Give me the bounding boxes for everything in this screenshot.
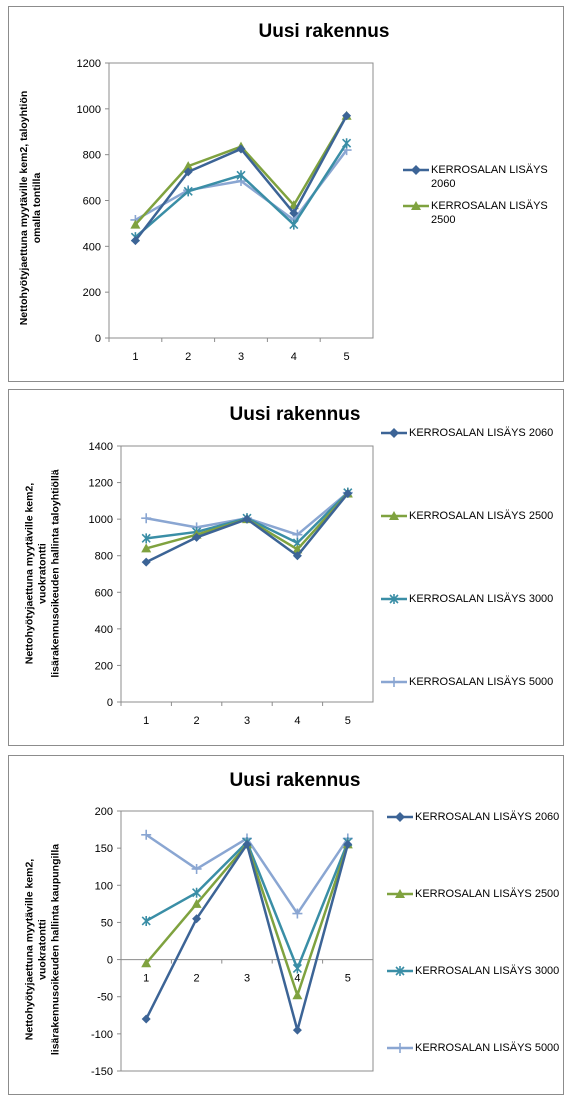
y-axis-label-3-line-1: Nettohyötyjaettuna myytäville kem2, xyxy=(23,858,36,1041)
y-tick-label-3-4: 50 xyxy=(100,917,113,930)
y-axis-label-1-line-1: Nettohyötyjaettuna myytäville kem2, taloyhtiön xyxy=(18,90,30,326)
y-tick-label-3-5: 100 xyxy=(94,880,113,893)
chart-title-3: Uusi rakennus xyxy=(229,770,361,791)
legend-item-1-1 xyxy=(401,163,549,191)
y-tick-label-3-1: -100 xyxy=(90,1028,113,1041)
legend-marker-3-2 xyxy=(385,887,415,901)
y-tick-label-2-7: 1400 xyxy=(88,441,113,453)
x-tick-label-1-2: 3 xyxy=(237,351,245,363)
y-tick-label-3-3: 0 xyxy=(106,954,113,967)
y-axis-label-2-line-2: vuokratontti xyxy=(36,543,49,604)
y-tick-label-2-0: 0 xyxy=(106,697,113,709)
legend-label-2-2: KERROSALAN LISÄYS 2500 xyxy=(409,510,554,522)
plot-area-1 xyxy=(109,63,373,338)
x-tick-label-3-3: 4 xyxy=(294,972,301,985)
legend-label-2-1: KERROSALAN LISÄYS 2060 xyxy=(409,427,554,439)
y-axis-label-3 xyxy=(24,820,63,1080)
legend-item-2-2 xyxy=(379,509,553,523)
y-axis-label-2 xyxy=(24,444,63,704)
legend-item-2-3 xyxy=(379,592,553,606)
x-tick-label-1-4: 5 xyxy=(343,351,350,363)
legend-marker-1-2 xyxy=(401,199,431,213)
y-tick-label-3-0: -150 xyxy=(90,1066,113,1078)
y-tick-label-1-6: 1200 xyxy=(76,58,101,70)
chart-legend-2 xyxy=(379,426,563,726)
legend-item-3-4 xyxy=(385,1041,559,1055)
legend-label-2-3: KERROSALAN LISÄYS 3000 xyxy=(409,593,554,605)
y-axis-label-3-line-2: vuokratontti xyxy=(36,919,49,980)
legend-label-3-4: KERROSALAN LISÄYS 5000 xyxy=(415,1042,560,1054)
y-tick-label-1-5: 1000 xyxy=(76,103,101,116)
y-tick-label-1-0: 0 xyxy=(94,333,101,345)
chart-legend-1 xyxy=(401,163,561,243)
legend-marker-3-4 xyxy=(385,1041,415,1055)
chart-title-2: Uusi rakennus xyxy=(229,404,361,425)
chart-legend-3 xyxy=(385,810,563,1100)
y-tick-label-1-4: 800 xyxy=(82,149,101,162)
legend-item-2-4 xyxy=(379,675,553,689)
legend-item-3-1 xyxy=(385,810,559,824)
legend-marker-3-1 xyxy=(385,810,415,824)
y-tick-label-2-6: 1200 xyxy=(88,477,113,490)
y-axis-label-1-line-2: omalla tontilla xyxy=(31,172,43,244)
legend-label-1-1: KERROSALAN LISÄYS 2060 xyxy=(431,164,548,190)
plot-area-2 xyxy=(121,446,373,702)
y-tick-label-1-2: 400 xyxy=(82,241,101,254)
x-tick-label-3-1: 2 xyxy=(193,972,200,985)
legend-label-2-4: KERROSALAN LISÄYS 5000 xyxy=(409,676,554,688)
y-tick-label-2-5: 1000 xyxy=(88,514,113,527)
chart-panel-1 xyxy=(8,6,564,382)
y-axis-label-1 xyxy=(18,78,44,338)
legend-marker-2-4 xyxy=(379,675,409,689)
y-axis-label-2-line-3: lisärakennusoikeuden hallinta taloyhtiöllä xyxy=(49,469,62,678)
legend-marker-2-3 xyxy=(379,592,409,606)
chart-panel-3 xyxy=(8,755,564,1095)
y-tick-label-1-3: 600 xyxy=(82,195,101,208)
legend-label-3-1: KERROSALAN LISÄYS 2060 xyxy=(415,811,560,823)
legend-item-2-1 xyxy=(379,426,553,440)
legend-label-3-3: KERROSALAN LISÄYS 3000 xyxy=(415,965,560,977)
x-tick-label-1-3: 4 xyxy=(290,351,297,363)
y-tick-label-3-6: 150 xyxy=(94,843,113,856)
x-tick-label-2-2: 3 xyxy=(243,715,251,727)
x-tick-label-2-1: 2 xyxy=(193,715,200,727)
y-axis-label-2-line-1: Nettohyötyjaettuna myytäville kem2, xyxy=(23,482,36,665)
y-axis-label-3-line-3: lisärakennusoikeuden hallinta kaupungilla xyxy=(49,843,62,1056)
legend-item-3-3 xyxy=(385,964,559,978)
x-tick-label-1-0: 1 xyxy=(132,351,139,363)
legend-marker-2-2 xyxy=(379,509,409,523)
y-tick-label-2-2: 400 xyxy=(94,623,113,636)
x-tick-label-3-4: 5 xyxy=(344,972,351,985)
legend-item-3-2 xyxy=(385,887,559,901)
y-tick-label-3-7: 200 xyxy=(94,806,113,818)
chart-panel-2 xyxy=(8,389,564,746)
chart-title-1: Uusi rakennus xyxy=(258,21,390,42)
x-tick-label-2-0: 1 xyxy=(143,715,150,727)
plot-area-3 xyxy=(121,811,373,1071)
x-tick-label-3-2: 3 xyxy=(243,972,251,985)
x-tick-label-1-1: 2 xyxy=(185,351,192,363)
y-tick-label-1-1: 200 xyxy=(82,287,101,300)
legend-marker-3-3 xyxy=(385,964,415,978)
x-tick-label-2-4: 5 xyxy=(344,715,351,727)
y-tick-label-2-3: 600 xyxy=(94,587,113,600)
legend-item-1-2 xyxy=(401,199,549,227)
x-tick-label-3-0: 1 xyxy=(143,972,150,985)
y-tick-label-2-4: 800 xyxy=(94,550,113,563)
y-tick-label-2-1: 200 xyxy=(94,660,113,673)
legend-marker-2-1 xyxy=(379,426,409,440)
y-tick-label-3-2: -50 xyxy=(97,991,113,1004)
x-tick-label-2-3: 4 xyxy=(294,715,301,727)
legend-label-3-2: KERROSALAN LISÄYS 2500 xyxy=(415,888,560,900)
legend-marker-1-1 xyxy=(401,163,431,177)
legend-label-1-2: KERROSALAN LISÄYS 2500 xyxy=(431,200,548,226)
